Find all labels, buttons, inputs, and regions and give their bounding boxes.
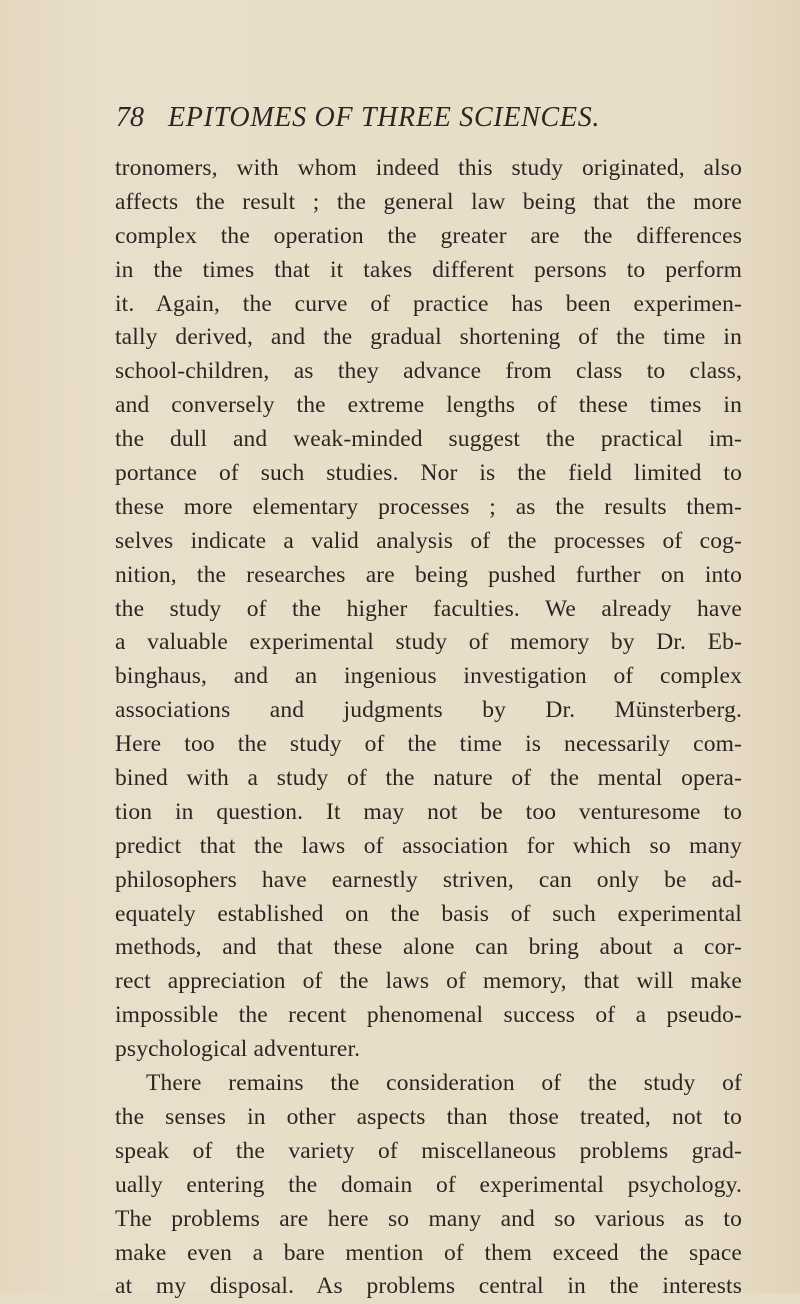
text-line: in the times that it takes different persons to perform (115, 256, 742, 283)
text-line: affects the result ; the general law being that the more (115, 188, 742, 215)
text-line: and conversely the extreme lengths of these times in (115, 392, 742, 419)
text-line: rect appreciation of the laws of memory, that will make (115, 968, 742, 995)
text-line: impossible the recent phenomenal success of a pseudo- (115, 1002, 742, 1029)
text-line: associations and judgments by Dr. Münsterberg. (115, 697, 742, 724)
text-line: it. Again, the curve of practice has been experimen- (115, 290, 742, 317)
text-line: tronomers, with whom indeed this study originated, also (115, 155, 742, 181)
text-line: methods, and that these alone can bring about a cor- (115, 934, 742, 961)
text-line: bined with a study of the nature of the mental opera- (115, 765, 742, 792)
text-line: predict that the laws of association for which so many (115, 832, 742, 859)
text-line: the senses in other aspects than those treated, not to (115, 1103, 742, 1130)
text-line: binghaus, and an ingenious investigation of complex (115, 663, 742, 690)
body-text (115, 152, 742, 1304)
text-line: tally derived, and the gradual shortening of the time in (115, 324, 742, 351)
text-line: make even a bare mention of them exceed the space (115, 1239, 742, 1266)
text-line: ually entering the domain of experimental psychology. (115, 1171, 742, 1198)
text-line: Here too the study of the time is necessarily com- (115, 731, 742, 758)
text-line: The problems are here so many and so various as to (115, 1205, 742, 1232)
text-line: at my disposal. As problems central in the interests (115, 1273, 742, 1300)
text-line: selves indicate a valid analysis of the processes of cog- (115, 527, 742, 554)
text-line: a valuable experimental study of memory by Dr. Eb- (115, 629, 742, 656)
paragraph-end-line: psychological adventurer. (115, 1036, 361, 1063)
paragraph-start-line: There remains the consideration of the study of (146, 1070, 742, 1097)
text-line: complex the operation the greater are the differences (115, 222, 742, 249)
text-line: portance of such studies. Nor is the field limited to (115, 460, 742, 487)
text-line: the study of the higher faculties. We already have (115, 595, 742, 622)
text-line: tion in question. It may not be too venturesome to (115, 798, 742, 825)
text-line: the dull and weak-minded suggest the practical im- (115, 426, 742, 453)
text-line: philosophers have earnestly striven, can only be ad- (115, 866, 742, 893)
text-line: school-children, as they advance from class to class, (115, 358, 742, 385)
text-line: equately established on the basis of such experimental (115, 900, 742, 927)
page-number: 78 (116, 102, 144, 133)
text-line: nition, the researches are being pushed further on into (115, 561, 742, 588)
text-line: speak of the variety of miscellaneous problems grad- (115, 1137, 742, 1164)
text-line: these more elementary processes ; as the results them- (115, 493, 742, 520)
running-title: EPITOMES OF THREE SCIENCES. (168, 102, 601, 133)
